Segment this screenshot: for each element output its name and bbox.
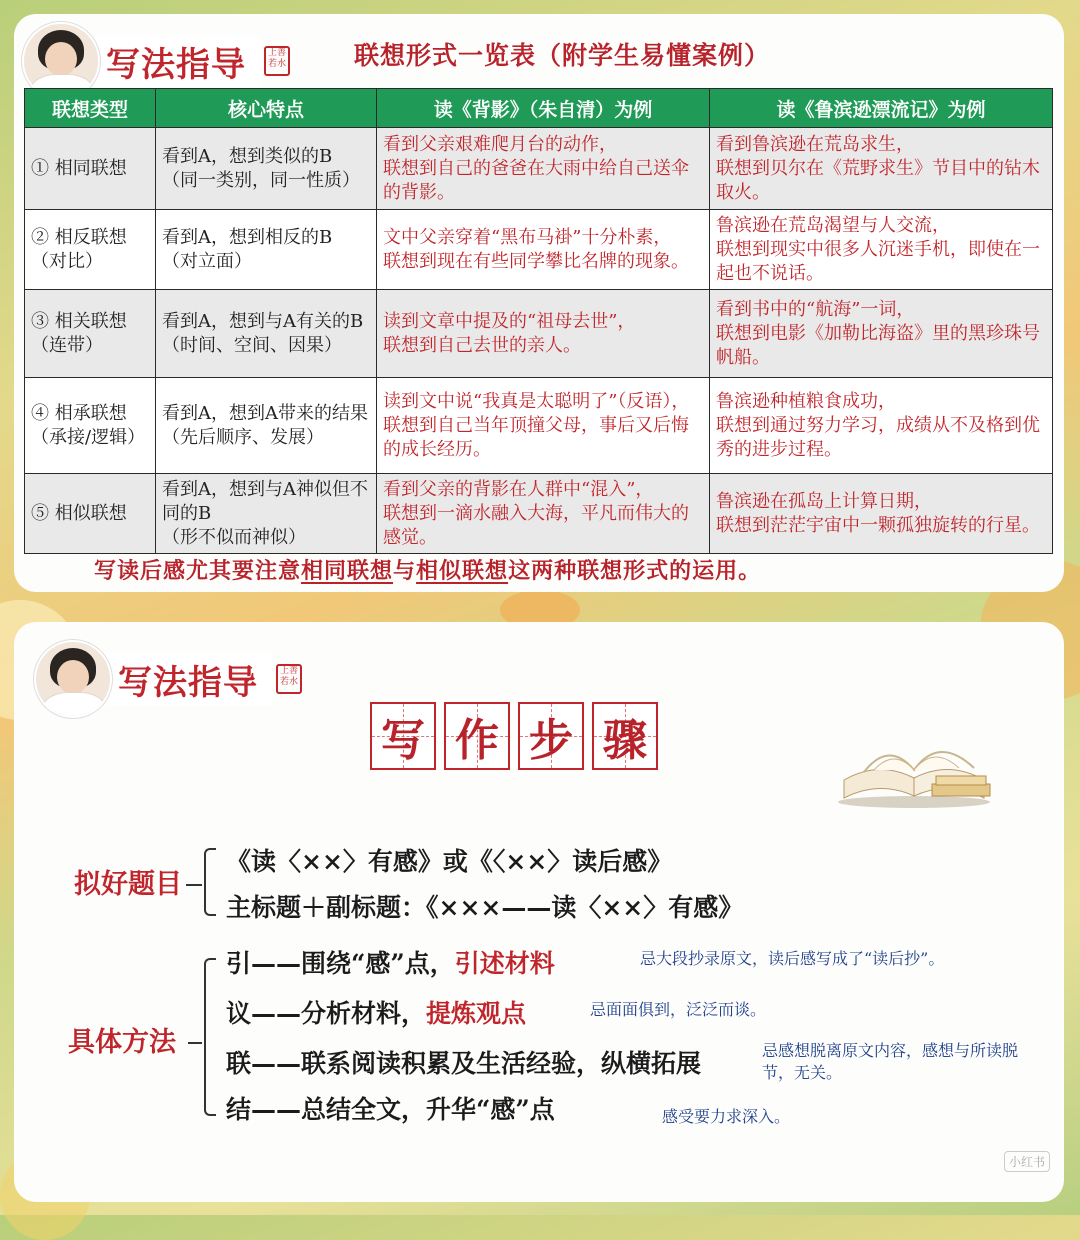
row-example-2: 鲁滨逊在荒岛渴望与人交流， 联想到现实中很多人沉迷手机，即使在一起也不说话。 bbox=[710, 210, 1053, 290]
row-example-2: 鲁滨逊种植粮食成功， 联想到通过努力学习，成绩从不及格到优秀的进步过程。 bbox=[710, 378, 1053, 474]
writing-steps-card bbox=[14, 622, 1064, 1202]
row-example-1: 读到文中说“我真是太聪明了”（反语）， 联想到自己当年顶撞父母，事后又后悔的成长经历。 bbox=[377, 378, 710, 474]
badge-title: 写法指导 bbox=[94, 35, 260, 88]
footer-highlight-same: 相同联想 bbox=[301, 558, 394, 584]
row-feature: 看到A，想到类似的B （同一类别，同一性质） bbox=[156, 128, 377, 210]
row-example-2: 鲁滨逊在孤岛上计算日期， 联想到茫茫宇宙中一颗孤独旋转的行星。 bbox=[710, 474, 1053, 554]
footer-text: 这两种联想形式的运用。 bbox=[508, 558, 762, 584]
title-line-1: 《读〈××〉有感》或《〈××〉读后感》 bbox=[226, 847, 673, 876]
steps-heading bbox=[370, 702, 658, 770]
row-example-2: 看到书中的“航海”一词， 联想到电影《加勒比海盗》里的黑珍珠号帆船。 bbox=[710, 290, 1053, 378]
title-line-2: 主标题＋副标题：《×××——读〈××〉有感》 bbox=[226, 893, 744, 922]
row-type: ⑤ 相似联想 bbox=[25, 474, 156, 554]
table-title: 联想形式一览表（附学生易懂案例） bbox=[354, 41, 771, 70]
row-type: ③ 相关联想 （连带） bbox=[25, 290, 156, 378]
method-discuss: 议——分析材料，提炼观点 bbox=[226, 999, 527, 1028]
seal-icon: 上善若水 bbox=[276, 664, 302, 694]
seal-icon: 上善若水 bbox=[264, 46, 290, 76]
heading-char: 写 bbox=[370, 702, 436, 770]
title-label: 拟好题目 bbox=[74, 869, 182, 900]
row-example-1: 看到父亲艰难爬月台的动作， 联想到自己的爸爸在大雨中给自己送伞的背影。 bbox=[377, 128, 710, 210]
open-book-icon bbox=[834, 720, 994, 810]
watermark-logo: 小红书 bbox=[1004, 1151, 1050, 1172]
connector-line bbox=[188, 1042, 202, 1044]
heading-char: 作 bbox=[444, 702, 510, 770]
table-row bbox=[25, 474, 1053, 554]
table-row bbox=[25, 290, 1053, 378]
footer-note bbox=[94, 554, 761, 585]
method-connect-note: 忌感想脱离原文内容，感想与所读脱节，无关。 bbox=[762, 1041, 1019, 1082]
row-type: ④ 相承联想 （承接/逻辑） bbox=[25, 378, 156, 474]
method-discuss-note: 忌面面俱到，泛泛而谈。 bbox=[590, 1000, 767, 1019]
row-feature: 看到A，想到A带来的结果 （先后顺序、发展） bbox=[156, 378, 377, 474]
row-example-1: 看到父亲的背影在人群中“混入”， 联想到一滴水融入大海，平凡而伟大的感觉。 bbox=[377, 474, 710, 554]
method-conclude: 结——总结全文，升华“感”点 bbox=[226, 1095, 555, 1124]
header-feature: 核心特点 bbox=[156, 89, 377, 128]
bracket bbox=[204, 958, 216, 1116]
connector-line bbox=[186, 884, 202, 886]
badge-title: 写法指导 bbox=[106, 653, 272, 706]
method-label: 具体方法 bbox=[68, 1027, 176, 1058]
footer-highlight-similar: 相似联想 bbox=[416, 558, 509, 584]
header-type: 联想类型 bbox=[25, 89, 156, 128]
header-example-1: 读《背影》（朱自清）为例 bbox=[377, 89, 710, 128]
association-table-card bbox=[14, 14, 1064, 592]
method-quote-note: 忌大段抄录原文，读后感写成了“读后抄”。 bbox=[640, 949, 945, 968]
method-connect: 联——联系阅读积累及生活经验，纵横拓展 bbox=[226, 1049, 702, 1078]
method-quote: 引——围绕“感”点，引述材料 bbox=[226, 949, 555, 978]
row-type: ② 相反联想 （对比） bbox=[25, 210, 156, 290]
table-row bbox=[25, 378, 1053, 474]
association-table bbox=[24, 88, 1053, 554]
row-example-1: 文中父亲穿着“黑布马褂”十分朴素， 联想到现在有些同学攀比名牌的现象。 bbox=[377, 210, 710, 290]
row-feature: 看到A，想到与A神似但不同的B （形不似而神似） bbox=[156, 474, 377, 554]
footer-text: 与 bbox=[393, 558, 417, 584]
table-row bbox=[25, 210, 1053, 290]
writing-guide-badge bbox=[34, 640, 302, 718]
row-type: ① 相同联想 bbox=[25, 128, 156, 210]
bracket bbox=[204, 848, 216, 916]
header-example-2: 读《鲁滨逊漂流记》为例 bbox=[710, 89, 1053, 128]
table-row bbox=[25, 128, 1053, 210]
method-conclude-note: 感受要力求深入。 bbox=[662, 1107, 791, 1126]
footer-text: 写读后感尤其要注意 bbox=[94, 558, 302, 584]
row-feature: 看到A，想到相反的B （对立面） bbox=[156, 210, 377, 290]
row-example-2: 看到鲁滨逊在荒岛求生， 联想到贝尔在《荒野求生》节目中的钻木取火。 bbox=[710, 128, 1053, 210]
row-example-1: 读到文章中提及的“祖母去世”， 联想到自己去世的亲人。 bbox=[377, 290, 710, 378]
row-feature: 看到A，想到与A有关的B （时间、空间、因果） bbox=[156, 290, 377, 378]
heading-char: 步 bbox=[518, 702, 584, 770]
heading-char: 骤 bbox=[592, 702, 658, 770]
teacher-avatar bbox=[34, 640, 112, 718]
